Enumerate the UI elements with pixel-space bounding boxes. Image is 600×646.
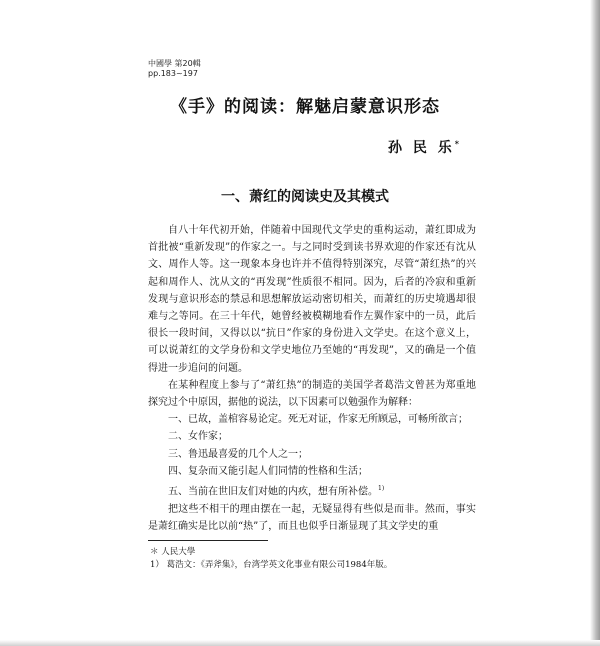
footnote-citation: 1） 葛浩文：《弄斧集》，台湾学英文化事业有限公司1984年版。 — [150, 560, 393, 570]
footnotes — [150, 546, 470, 572]
list-item: 三、鲁迅最喜爱的几个人之一； — [168, 448, 308, 460]
author-footnote-mark: * — [454, 138, 459, 149]
article-title: 《手》的阅读：解魅启蒙意识形态 — [170, 97, 440, 117]
section-heading: 一、萧红的阅读史及其模式 — [221, 189, 389, 205]
scan-edge-shadow — [590, 0, 600, 646]
author-name: 孙 民 乐 — [388, 140, 455, 156]
footnote-divider — [148, 540, 268, 541]
journal-name: 中國學 第20輯 — [148, 59, 201, 68]
list-item: 四、复杂而又能引起人们同情的性格和生活； — [168, 465, 368, 477]
author-line — [388, 137, 459, 157]
list-item-text: 五、当前在世旧友们对她的内疚，想有所补偿。 — [168, 486, 378, 498]
paragraph: 自八十年代初开始，伴随着中国现代文学史的重构运动，萧红即成为首批被“重新发现”的作家之一。与之同时受到读书界欢迎的作家还有沈从文、周作人等。这一现象本身也许并不值得特别深究，尽管“萧红热”的兴起和周作人、沈从文的“再发现”性质很不相同。因为，后者的冷寂和重新发现与意识形态的禁忌和思想解放运动密切相关，而萧红的历史境遇却很难与之等同。在三十年代，她曾经被模糊地看作左翼作家中的一员，此后很长一段时间，又得以以“抗日”作家的身份进入文学史。在这个意义上，可以说萧红的文学身份和文学史地位乃至她的“再发现”，又的确是一个值得进一步追问的问题。 — [148, 225, 476, 374]
journal-info — [148, 59, 201, 79]
page-range: pp.183~197 — [148, 69, 198, 78]
paragraph: 在某种程度上参与了“萧红热”的制造的美国学者葛浩文曾甚为郑重地探究过个中原因，据他的说法，以下因素可以勉强作为解释： — [148, 379, 476, 409]
article-body — [148, 222, 476, 535]
list-item — [148, 480, 476, 501]
scan-bottom-shadow — [0, 640, 600, 646]
footnote-reference: 1) — [378, 485, 385, 493]
list-item: 一、已故，盖棺容易论定。死无对证，作家无所顾忌，可畅所欲言； — [168, 414, 468, 426]
list-item: 二、女作家； — [168, 431, 228, 443]
paragraph: 把这些不相干的理由摆在一起，无疑显得有些似是而非。然而，事实是萧红确实是比以前“热”了，而且也似乎日渐显现了其文学史的重 — [148, 503, 476, 532]
footnote-affiliation: ＊ 人民大學 — [150, 547, 196, 557]
